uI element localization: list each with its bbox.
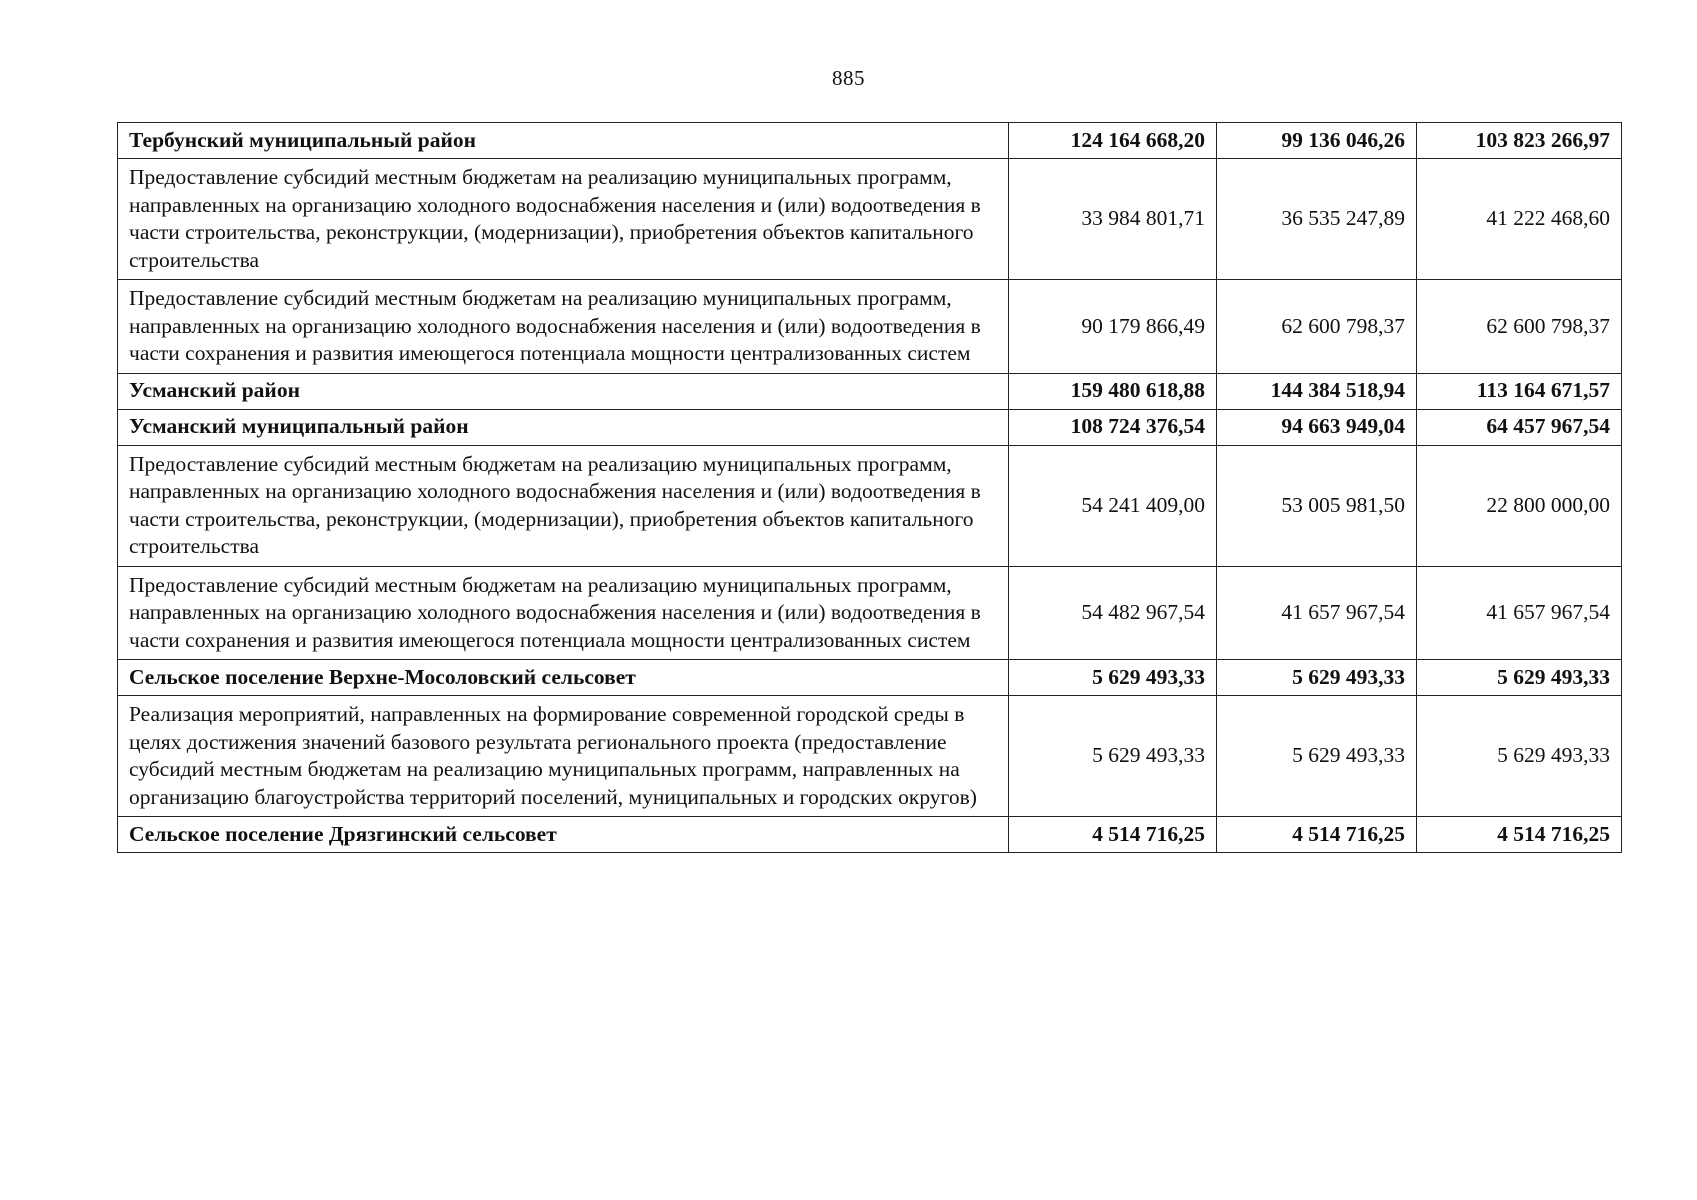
table-row	[118, 566, 1622, 660]
row-value: 62 600 798,37	[1217, 280, 1417, 374]
table-row	[118, 445, 1622, 566]
row-name: Реализация мероприятий, направленных на формирование современной городской среды в целях достижения значений базового результата регионального проекта (предоставление субсидий местным бюджетам на реализацию муниципальных программ, направленных на организацию благоустройства территорий поселений, муниципальных и городских округов)	[118, 696, 1009, 817]
row-name: Сельское поселение Дрязгинский сельсовет	[118, 817, 1009, 853]
table-row	[118, 817, 1622, 853]
table-row	[118, 696, 1622, 817]
row-value: 113 164 671,57	[1417, 373, 1622, 409]
row-value: 5 629 493,33	[1009, 660, 1217, 696]
row-name: Предоставление субсидий местным бюджетам на реализацию муниципальных программ, направленных на организацию холодного водоснабжения населения и (или) водоотведения в части сохранения и развития имеющегося потенциала мощности централизованных систем	[118, 566, 1009, 660]
row-value: 5 629 493,33	[1217, 696, 1417, 817]
row-value: 41 657 967,54	[1417, 566, 1622, 660]
budget-table-body	[118, 123, 1622, 853]
row-name: Сельское поселение Верхне-Мосоловский сельсовет	[118, 660, 1009, 696]
row-value: 5 629 493,33	[1417, 660, 1622, 696]
table-row	[118, 660, 1622, 696]
row-name: Усманский район	[118, 373, 1009, 409]
table-row	[118, 409, 1622, 445]
row-value: 4 514 716,25	[1009, 817, 1217, 853]
row-value: 90 179 866,49	[1009, 280, 1217, 374]
table-row	[118, 159, 1622, 280]
row-value: 124 164 668,20	[1009, 123, 1217, 159]
page-number: 885	[832, 66, 865, 90]
row-value: 53 005 981,50	[1217, 445, 1417, 566]
table-row	[118, 123, 1622, 159]
row-value: 5 629 493,33	[1417, 696, 1622, 817]
row-value: 62 600 798,37	[1417, 280, 1622, 374]
table-row	[118, 280, 1622, 374]
row-value: 41 657 967,54	[1217, 566, 1417, 660]
row-value: 33 984 801,71	[1009, 159, 1217, 280]
row-value: 54 482 967,54	[1009, 566, 1217, 660]
row-name: Предоставление субсидий местным бюджетам на реализацию муниципальных программ, направленных на организацию холодного водоснабжения населения и (или) водоотведения в части строительства, реконструкции, (модернизации), приобретения объектов капитального строительства	[118, 159, 1009, 280]
row-value: 41 222 468,60	[1417, 159, 1622, 280]
row-value: 4 514 716,25	[1217, 817, 1417, 853]
row-value: 64 457 967,54	[1417, 409, 1622, 445]
row-value: 103 823 266,97	[1417, 123, 1622, 159]
table-row	[118, 373, 1622, 409]
row-value: 36 535 247,89	[1217, 159, 1417, 280]
row-value: 108 724 376,54	[1009, 409, 1217, 445]
row-value: 99 136 046,26	[1217, 123, 1417, 159]
row-value: 144 384 518,94	[1217, 373, 1417, 409]
row-name: Предоставление субсидий местным бюджетам на реализацию муниципальных программ, направленных на организацию холодного водоснабжения населения и (или) водоотведения в части сохранения и развития имеющегося потенциала мощности централизованных систем	[118, 280, 1009, 374]
row-value: 94 663 949,04	[1217, 409, 1417, 445]
row-value: 5 629 493,33	[1217, 660, 1417, 696]
row-name: Тербунский муниципальный район	[118, 123, 1009, 159]
row-value: 5 629 493,33	[1009, 696, 1217, 817]
row-value: 22 800 000,00	[1417, 445, 1622, 566]
row-value: 159 480 618,88	[1009, 373, 1217, 409]
row-value: 4 514 716,25	[1417, 817, 1622, 853]
row-name: Усманский муниципальный район	[118, 409, 1009, 445]
row-name: Предоставление субсидий местным бюджетам на реализацию муниципальных программ, направленных на организацию холодного водоснабжения населения и (или) водоотведения в части строительства, реконструкции, (модернизации), приобретения объектов капитального строительства	[118, 445, 1009, 566]
budget-table	[117, 122, 1622, 853]
row-value: 54 241 409,00	[1009, 445, 1217, 566]
